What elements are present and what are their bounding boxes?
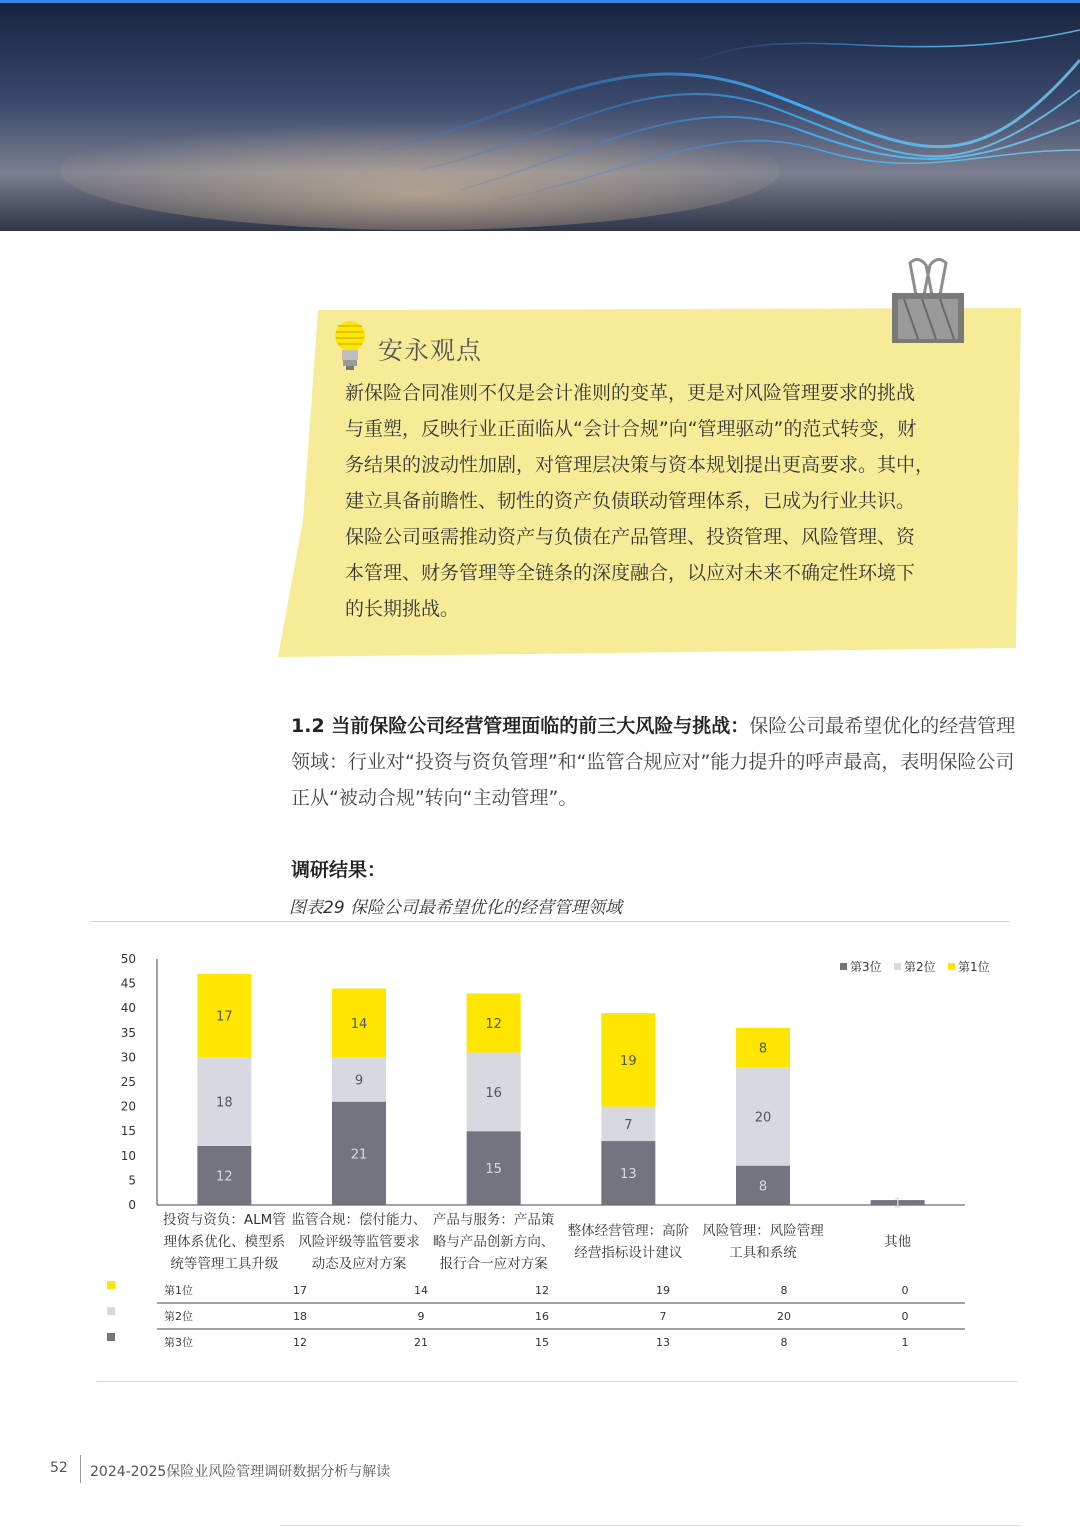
table-cell: 1 — [901, 1336, 909, 1349]
data-label: 16 — [485, 1085, 502, 1101]
note-line: 新保险合同准则不仅是会计准则的变革，更是对风险管理要求的挑战 — [345, 382, 916, 404]
note-title: 安永观点 — [378, 336, 483, 365]
table-cell: 0 — [901, 1310, 909, 1323]
table-cell: 13 — [656, 1336, 670, 1349]
data-label: 17 — [216, 1009, 233, 1025]
footer-title: 2024-2025保险业风险管理调研数据分析与解读 — [90, 1464, 391, 1480]
data-label: 12 — [216, 1169, 233, 1185]
data-label: 18 — [216, 1095, 233, 1111]
y-tick-label: 0 — [128, 1198, 136, 1212]
x-category-label: 报行合一应对方案 — [439, 1256, 548, 1272]
x-category-label: 经营指标设计建议 — [574, 1245, 683, 1261]
bottom-rule — [280, 1525, 1020, 1526]
y-tick-label: 10 — [120, 1148, 136, 1163]
footer-separator — [80, 1455, 81, 1483]
data-label: 15 — [485, 1162, 502, 1178]
table-row-label: 第1位 — [164, 1284, 193, 1297]
y-tick-label: 25 — [120, 1075, 136, 1089]
table-cell: 18 — [293, 1310, 307, 1323]
data-label: 8 — [758, 1179, 768, 1195]
y-tick-label: 35 — [120, 1025, 136, 1040]
note-line: 保险公司亟需推动资产与负债在产品管理、投资管理、风险管理、资 — [345, 526, 916, 548]
survey-title: 调研结果： — [291, 859, 387, 881]
data-label: 1 — [893, 1196, 902, 1212]
data-label: 9 — [354, 1073, 364, 1089]
table-cell: 8 — [780, 1336, 788, 1349]
x-category-label: 整体经营管理：高阶 — [567, 1223, 690, 1239]
legend-swatch — [948, 963, 955, 970]
table-cell: 19 — [656, 1284, 670, 1297]
section-lead: 1.2 当前保险公司经营管理面临的前三大风险与挑战： — [291, 715, 750, 737]
data-label: 7 — [624, 1117, 633, 1133]
page-number: 52 — [50, 1460, 68, 1476]
note-line: 与重塑，反映行业正面临从“会计合规”向“管理驱动”的范式转变，财 — [345, 418, 917, 440]
x-category-label: 投资与资负：ALM管 — [162, 1212, 286, 1228]
table-row-label: 第2位 — [164, 1310, 193, 1323]
table-cell: 14 — [414, 1284, 428, 1297]
table-row-swatch — [107, 1333, 115, 1341]
y-tick-label: 30 — [120, 1050, 136, 1065]
y-tick-label: 15 — [120, 1124, 136, 1139]
table-cell: 17 — [293, 1284, 307, 1297]
y-tick-label: 45 — [120, 976, 136, 991]
table-cell: 15 — [535, 1336, 549, 1349]
table-row-swatch — [107, 1281, 115, 1289]
x-category-label: 风险评级等监管要求 — [298, 1234, 420, 1250]
note-line: 本管理、财务管理等全链条的深度融合，以应对未来不确定性环境下 — [345, 562, 916, 584]
x-category-label: 统等管理工具升级 — [170, 1256, 279, 1272]
data-label: 12 — [485, 1016, 502, 1032]
note-line: 建立具备前瞻性、韧性的资产负债联动管理体系，已成为行业共识。 — [345, 490, 916, 512]
y-tick-label: 50 — [120, 952, 136, 966]
table-cell: 9 — [417, 1310, 425, 1323]
data-label: 13 — [620, 1167, 637, 1183]
table-row-label: 第3位 — [164, 1336, 193, 1349]
note-line: 务结果的波动性加剧，对管理层决策与资本规划提出更高要求。其中， — [345, 454, 935, 476]
table-cell: 20 — [777, 1310, 791, 1323]
x-category-label: 其他 — [884, 1234, 912, 1250]
table-row-swatch — [107, 1307, 115, 1315]
legend-swatch — [894, 963, 901, 970]
legend-label: 第2位 — [904, 960, 936, 974]
table-cell: 21 — [414, 1336, 428, 1349]
table-cell: 0 — [901, 1284, 909, 1297]
legend-swatch — [840, 963, 847, 970]
y-tick-label: 5 — [128, 1173, 136, 1188]
data-label: 20 — [754, 1110, 772, 1126]
x-category-label: 理体系优化、模型系 — [163, 1234, 286, 1250]
table-cell: 16 — [535, 1310, 549, 1323]
table-cell: 12 — [293, 1336, 307, 1349]
data-label: 21 — [350, 1147, 368, 1163]
table-cell: 8 — [780, 1284, 788, 1297]
table-cell: 7 — [659, 1310, 667, 1323]
legend-label: 第3位 — [850, 960, 882, 974]
data-label: 14 — [350, 1016, 368, 1032]
x-category-label: 监管合规：偿付能力、 — [291, 1212, 427, 1228]
x-category-label: 动态及应对方案 — [311, 1256, 407, 1272]
x-category-label: 产品与服务：产品策 — [432, 1212, 555, 1228]
section-text: 保险公司最希望优化的经营管理领域：行业对“投资与资负管理”和“监管合规应对”能力提升的呼声最高，表明保险公司正从“被动合规”转向“主动管理”。 — [291, 715, 1016, 809]
x-category-label: 风险管理：风险管理 — [702, 1223, 824, 1239]
data-label: 19 — [620, 1053, 637, 1069]
table-cell: 12 — [535, 1284, 549, 1297]
y-tick-label: 20 — [120, 1099, 136, 1114]
y-tick-label: 40 — [120, 1001, 136, 1016]
legend-label: 第1位 — [958, 960, 990, 974]
data-label: 8 — [758, 1041, 768, 1057]
x-category-label: 工具和系统 — [729, 1245, 797, 1261]
figure-caption: 图表29 保险公司最希望优化的经营管理领域 — [289, 898, 623, 918]
note-line: 的长期挑战。 — [345, 598, 460, 620]
x-category-label: 略与产品创新方向、 — [432, 1234, 555, 1250]
